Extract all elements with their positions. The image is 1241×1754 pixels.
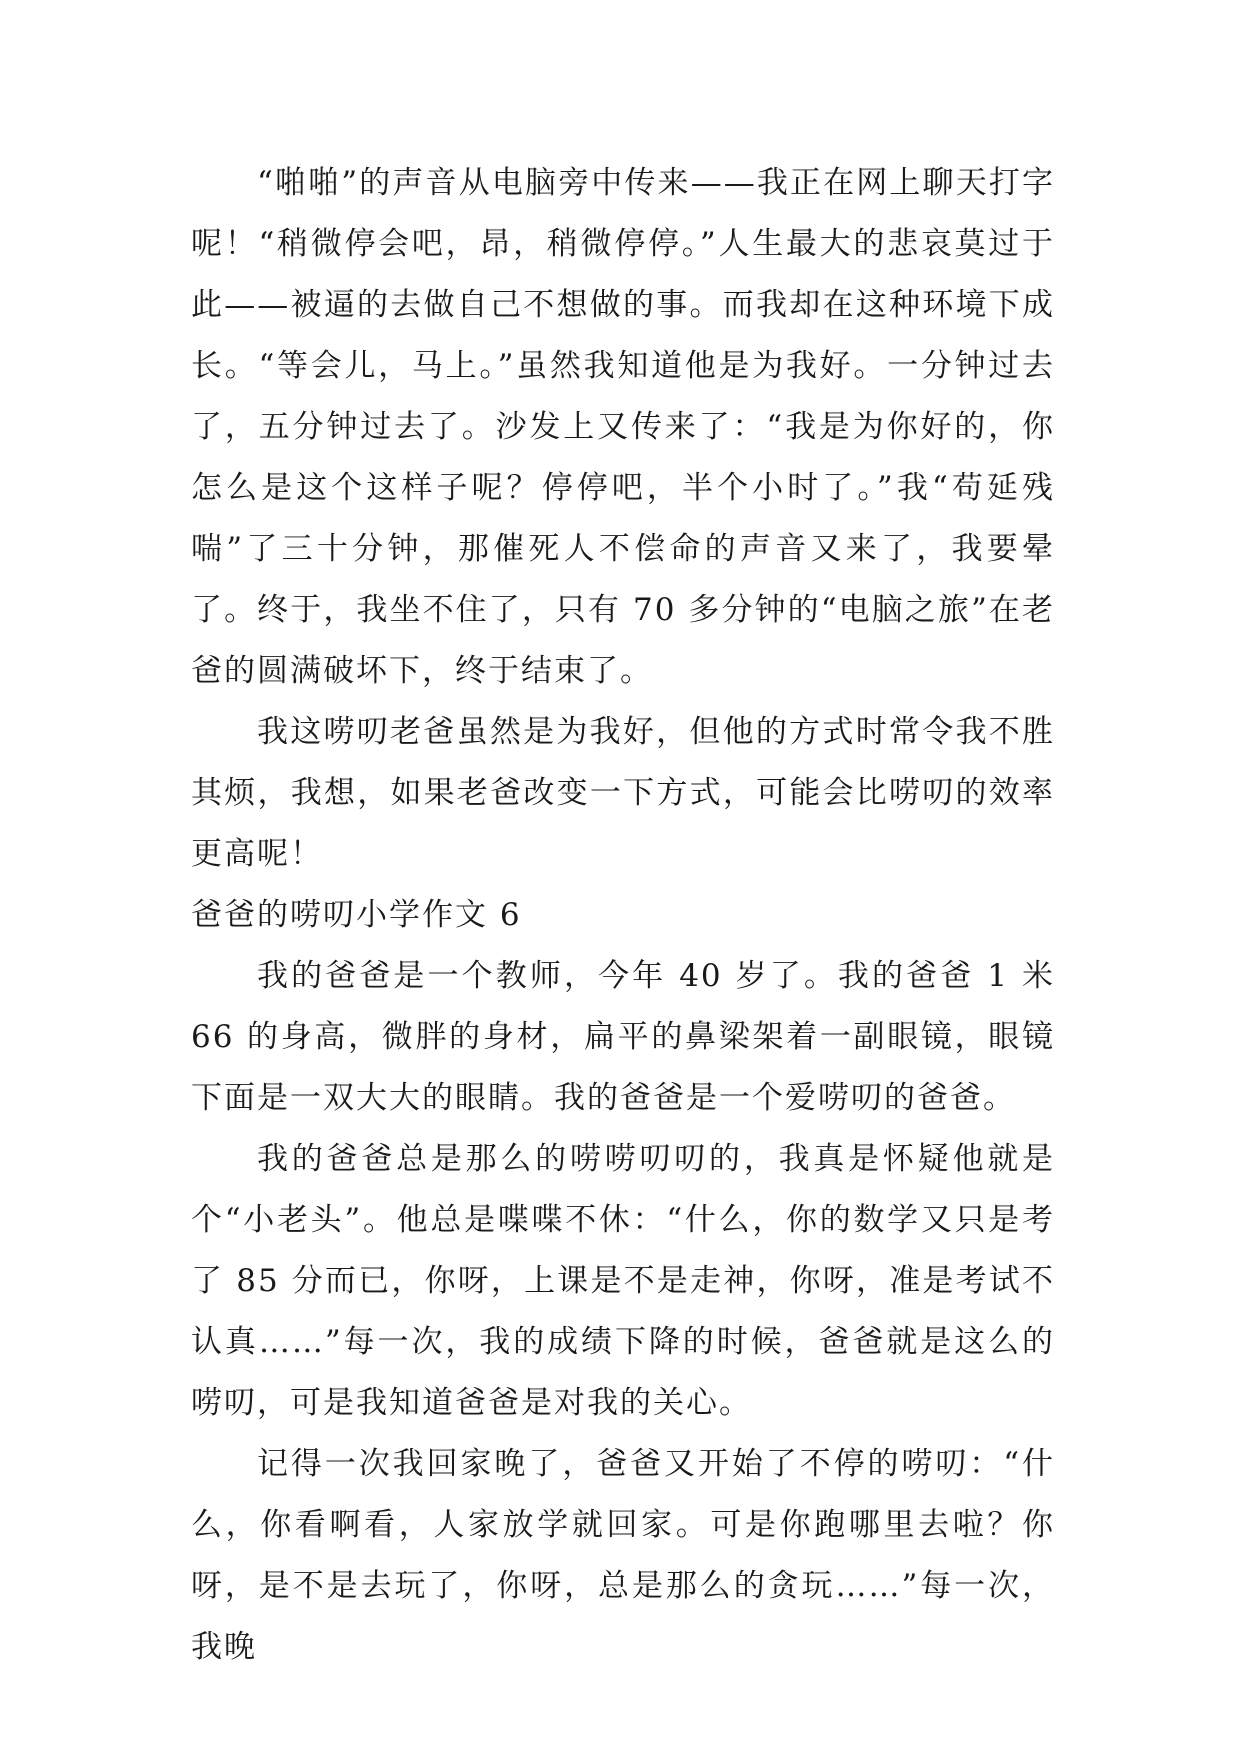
paragraph-father-description: 我的爸爸是一个教师，今年 40 岁了。我的爸爸 1 米 66 的身高，微胖的身材，扁平的鼻梁架着一副眼镜，眼镜下面是一双大大的眼睛。我的爸爸是一个爱唠叨的爸爸。 xyxy=(191,958,1055,1116)
paragraph-father-nagging-grades: 我的爸爸总是那么的唠唠叨叨的，我真是怀疑他就是个“小老头”。他总是喋喋不休：“什么，你的数学又只是考了 85 分而已，你呀，上课是不是走神，你呀，准是考试不认真……”每一次，我的成绩下降的时候，爸爸就是这么的唠叨，可是我知道爸爸是对我的关心。 xyxy=(191,1141,1055,1421)
paragraph-computer-chat: “啪啪”的声音从电脑旁中传来——我正在网上聊天打字呢！“稍微停会吧，昂，稍微停停。”人生最大的悲哀莫过于此——被逼的去做自己不想做的事。而我却在这种环境下成长。“等会儿，马上。”虽然我知道他是为我好。一分钟过去了，五分钟过去了。沙发上又传来了：“我是为你好的，你怎么是这个这样子呢？停停吧，半个小时了。”我“苟延残喘”了三十分钟，那催死人不偿命的声音又来了，我要晕了。终于，我坐不住了，只有 70 多分钟的“电脑之旅”在老爸的圆满破坏下，终于结束了。 xyxy=(191,165,1055,689)
section-title: 爸爸的唠叨小学作文 6 xyxy=(191,897,522,933)
document-body xyxy=(191,153,1055,1678)
paragraph-late-home: 记得一次我回家晚了，爸爸又开始了不停的唠叨：“什么，你看啊看，人家放学就回家。可是你跑哪里去啦？你呀，是不是去玩了，你呀，总是那么的贪玩……”每一次，我晚 xyxy=(191,1446,1055,1665)
paragraph-conclusion: 我这唠叨老爸虽然是为我好，但他的方式时常令我不胜其烦，我想，如果老爸改变一下方式，可能会比唠叨的效率更高呢！ xyxy=(191,714,1055,872)
